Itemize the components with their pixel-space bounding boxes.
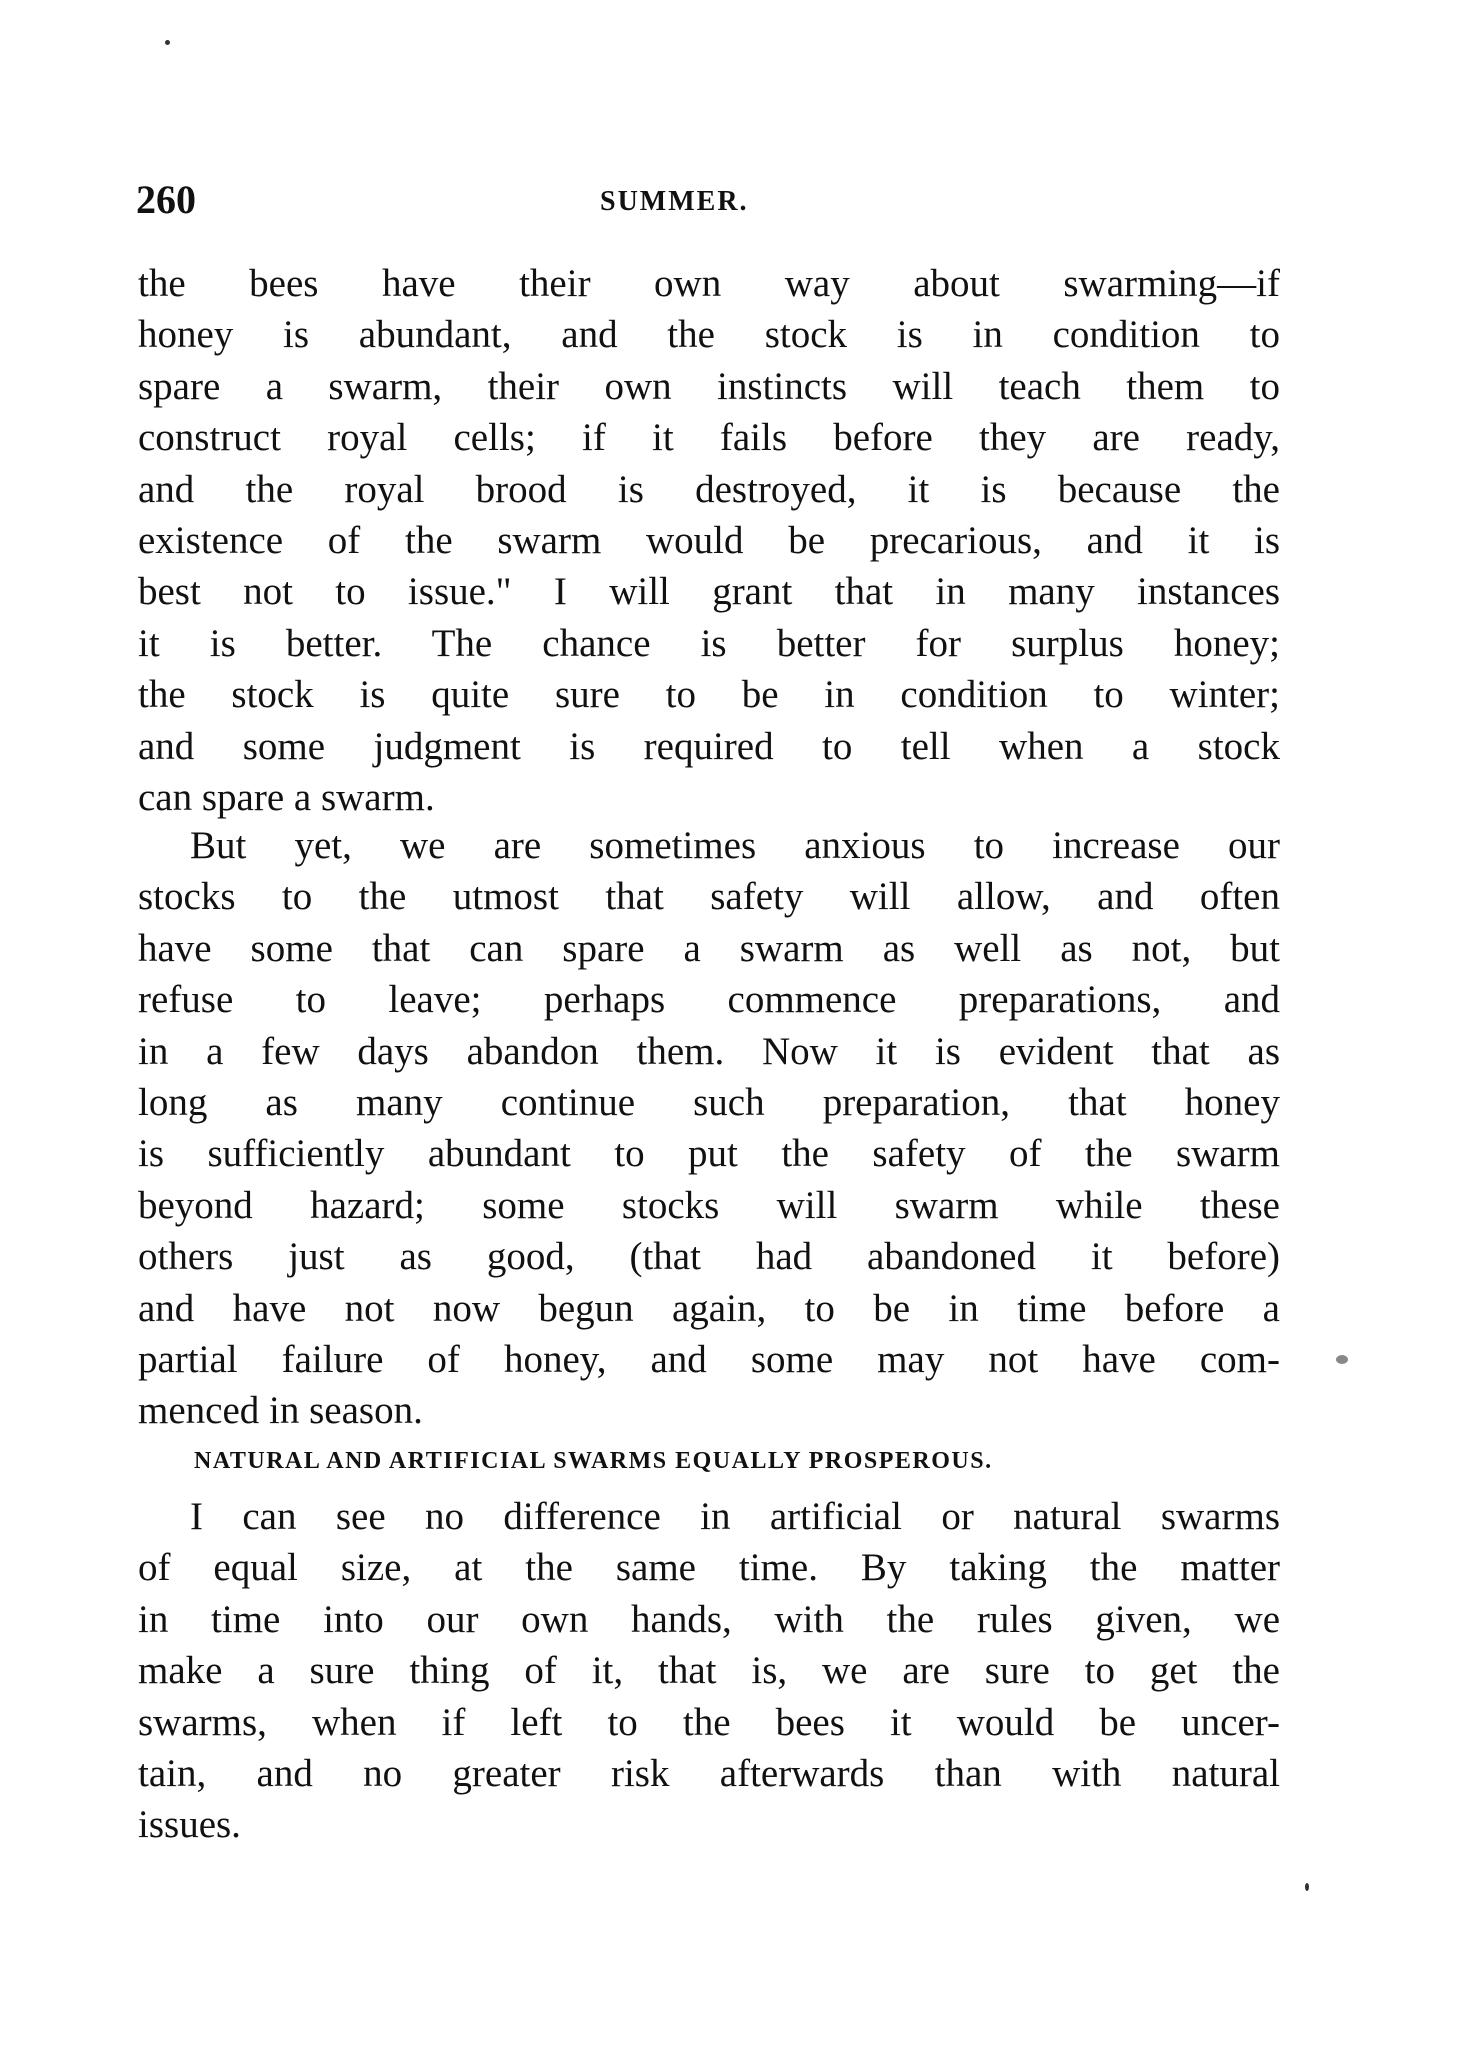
text-line: and the royal brood is destroyed, it is because the (138, 467, 1280, 511)
text-line: best not to issue." I will grant that in many instances (138, 570, 1280, 614)
text-line: long as many continue such preparation, that honey (138, 1080, 1280, 1124)
section-heading: NATURAL AND ARTIFICIAL SWARMS EQUALLY PROSPEROUS. (194, 1448, 993, 1474)
paragraph-2 (138, 820, 1280, 1437)
text-line: of equal size, at the same time. By taking the matter (138, 1546, 1280, 1590)
paragraph-1 (138, 258, 1280, 823)
text-line: existence of the swarm would be precarious, and it is (138, 518, 1280, 562)
scan-speck (165, 40, 170, 45)
text-line: issues. (138, 1803, 241, 1847)
text-line: can spare a swarm. (138, 775, 435, 819)
text-line: refuse to leave; perhaps commence preparations, and (138, 978, 1280, 1022)
text-line: and have not now begun again, to be in time before a (138, 1286, 1280, 1330)
text-line: menced in season. (138, 1389, 423, 1433)
text-line: partial failure of honey, and some may not have com- (138, 1337, 1280, 1381)
text-line: stocks to the utmost that safety will allow, and often (138, 875, 1280, 919)
text-line: have some that can spare a swarm as well as not, but (138, 926, 1280, 970)
text-line: the stock is quite sure to be in condition to winter; (138, 673, 1280, 717)
text-line: tain, and no greater risk afterwards than with natural (138, 1751, 1280, 1795)
text-line: But yet, we are sometimes anxious to increase our (190, 824, 1280, 867)
text-line: others just as good, (that had abandoned it before) (138, 1235, 1280, 1279)
text-line: swarms, when if left to the bees it would be uncer- (138, 1700, 1280, 1744)
text-line: honey is abundant, and the stock is in condition to (138, 313, 1280, 357)
text-line: in a few days abandon them. Now it is evident that as (138, 1029, 1280, 1073)
running-title: SUMMER. (600, 186, 749, 217)
scan-speck (1336, 1355, 1348, 1364)
text-line: in time into our own hands, with the rules given, we (138, 1597, 1280, 1641)
text-line: I can see no difference in artificial or natural swarms (190, 1495, 1280, 1538)
text-line: the bees have their own way about swarming—if (138, 262, 1280, 305)
text-line: construct royal cells; if it fails before they are ready, (138, 416, 1280, 460)
scan-speck (1305, 1883, 1309, 1891)
text-line: make a sure thing of it, that is, we are sure to get the (138, 1649, 1280, 1693)
text-line: beyond hazard; some stocks will swarm while these (138, 1183, 1280, 1227)
paragraph-3 (138, 1491, 1280, 1851)
text-line: and some judgment is required to tell when a stock (138, 724, 1280, 768)
page-number: 260 (136, 177, 196, 222)
text-line: is sufficiently abundant to put the safety of the swarm (138, 1132, 1280, 1176)
text-line: spare a swarm, their own instincts will teach them to (138, 364, 1280, 408)
text-line: it is better. The chance is better for surplus honey; (138, 621, 1280, 665)
